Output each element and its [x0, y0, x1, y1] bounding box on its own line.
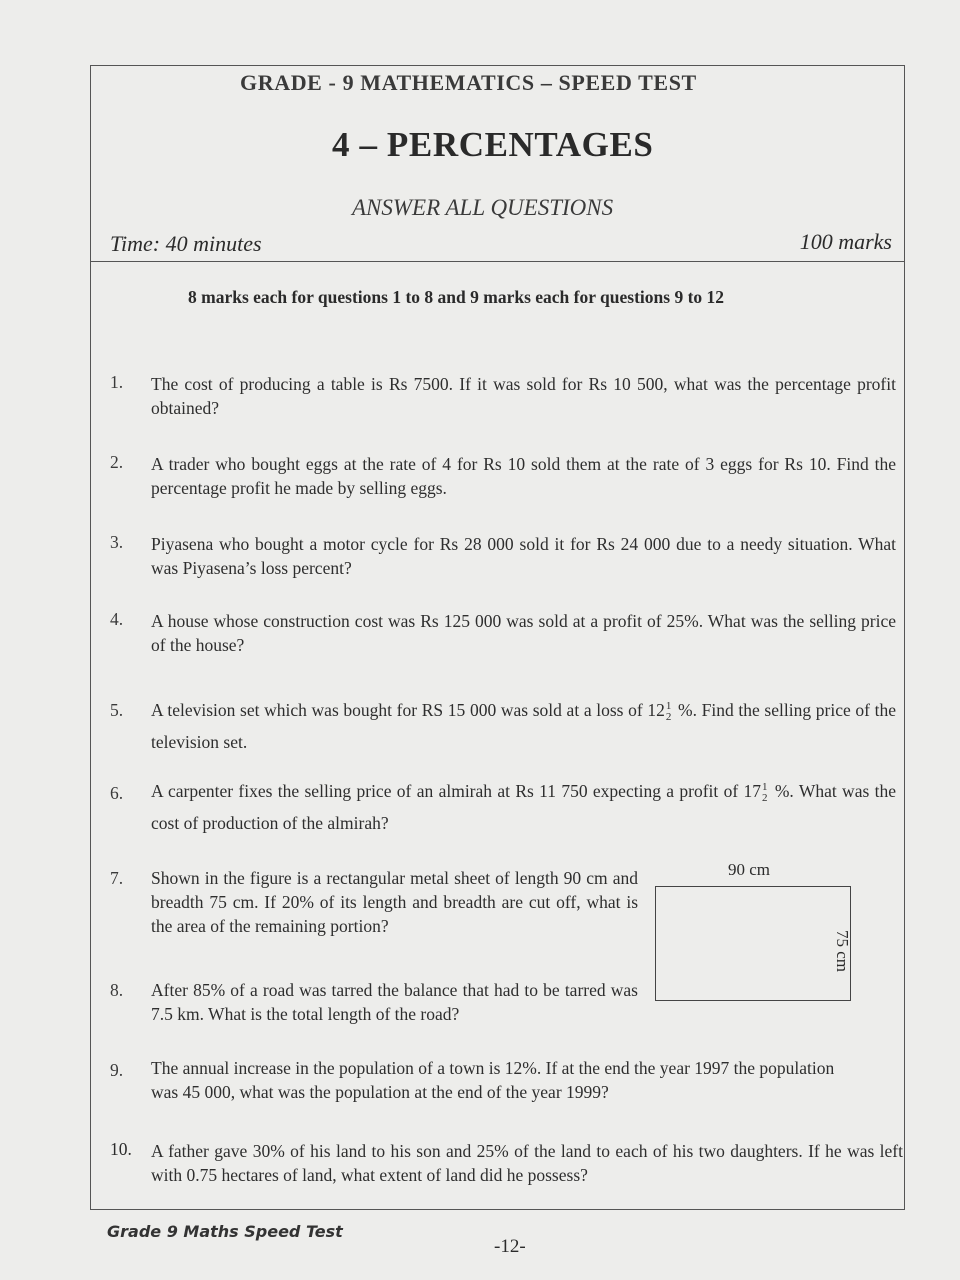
marks-note: 8 marks each for questions 1 to 8 and 9 marks each for questions 9 to 12 — [188, 287, 725, 307]
header-title: GRADE - 9 MATHEMATICS – SPEED TEST — [240, 70, 697, 95]
question-text: The cost of producing a table is Rs 7500. If it was sold for Rs 10 500, what was the percentage profit obtained? — [151, 374, 896, 418]
question-number: 10. — [110, 1139, 132, 1159]
fraction: 1 2 — [665, 699, 672, 723]
question-number: 8. — [110, 980, 124, 1000]
total-marks: 100 marks — [799, 229, 892, 254]
question-text: A father gave 30% of his land to his son and 25% of the land to each of his two daughters. If he was left with 0.75 hectares of land, what extent of land did he possess? — [151, 1141, 903, 1185]
question-number: 5. — [110, 700, 124, 720]
figure-breadth-label: 75 cm — [833, 930, 852, 973]
question-number: 1. — [110, 372, 124, 392]
figure-length-label: 90 cm — [728, 860, 771, 879]
chapter-title: 4 – PERCENTAGES — [332, 125, 654, 164]
question-text: A trader who bought eggs at the rate of 4 for Rs 10 sold them at the rate of 3 eggs for Rs 10. Find the percentage profit he made by selling eggs. — [151, 454, 896, 498]
question-number: 6. — [110, 783, 124, 803]
question-text: The annual increase in the population of a town is 12%. If at the end the year 1997 the population was 45 000, what was the population at the end of the year 1999? — [151, 1058, 835, 1102]
instruction-text: ANSWER ALL QUESTIONS — [352, 195, 614, 220]
time-allowed: Time: 40 minutes — [110, 231, 262, 256]
question-number: 2. — [110, 452, 124, 472]
question-number: 9. — [110, 1060, 124, 1080]
fraction: 1 2 — [762, 780, 768, 804]
question-text: A television set which was bought for RS 15 000 was sold at a loss of 12 1 2 %. Find the selling price of the television set. — [151, 699, 896, 752]
question-number: 7. — [110, 868, 124, 888]
header-divider — [90, 261, 905, 262]
question-number: 3. — [110, 532, 124, 552]
footer-book-title: Grade 9 Maths Speed Test — [107, 1222, 343, 1241]
question-text: Shown in the figure is a rectangular metal sheet of length 90 cm and breadth 75 cm. If 20% of its length and breadth are cut off, what is the area of the remaining portion? — [151, 868, 638, 936]
question-text: After 85% of a road was tarred the balance that had to be tarred was 7.5 km. What is the total length of the road? — [151, 980, 638, 1024]
question-text: A house whose construction cost was Rs 125 000 was sold at a profit of 25%. What was the selling price of the house? — [151, 611, 896, 655]
question-number: 4. — [110, 609, 124, 629]
rectangle-figure — [655, 886, 851, 1001]
question-text: A carpenter fixes the selling price of an almirah at Rs 11 750 expecting a profit of 17 1 2 %. What was the cost of production of the almirah? — [151, 780, 896, 833]
question-text: Piyasena who bought a motor cycle for Rs 28 000 sold it for Rs 24 000 due to a needy situation. What was Piyasena’s loss percent? — [151, 534, 896, 578]
page-number: -12- — [494, 1236, 526, 1257]
